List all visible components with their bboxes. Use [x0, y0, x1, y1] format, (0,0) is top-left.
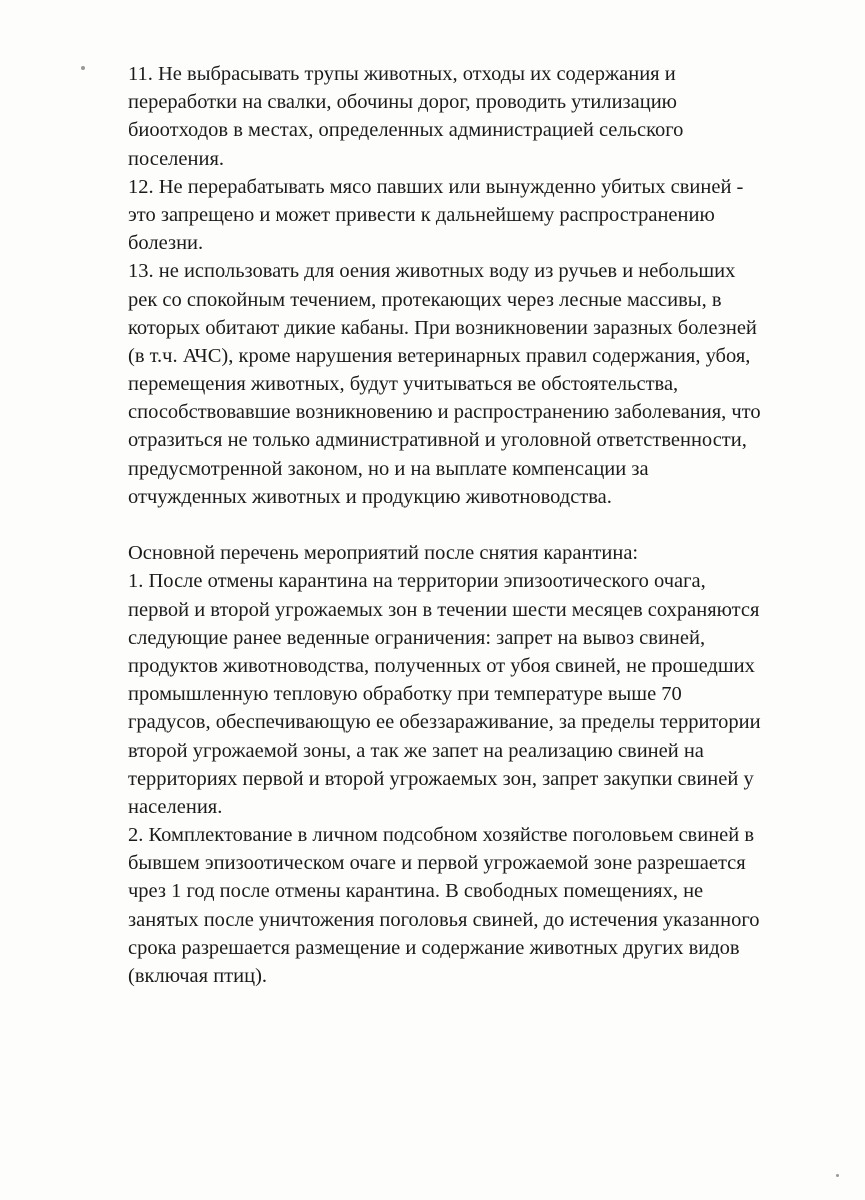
text-line: 13. не использовать для оения животных воду из ручьев и небольших [128, 260, 736, 283]
text-line: занятых после уничтожения поголовья свиней, до истечения указанного [128, 908, 760, 931]
text-line: второй угрожаемой зоны, а так же запет на реализацию свиней на [128, 739, 704, 762]
text-line: болезни. [128, 232, 204, 255]
text-line: бывшем эпизоотическом очаге и первой угрожаемой зоне разрешается [128, 852, 746, 875]
text-line: первой и второй угрожаемых зон в течении шести месяцев сохраняются [128, 598, 760, 621]
text-line: способствовавшие возникновению и распространению заболевания, что [128, 401, 761, 424]
paragraph-gap [128, 511, 788, 539]
text-line: 2. Комплектование в личном подсобном хозяйстве поголовьем свиней в [128, 824, 755, 847]
text-line: (включая птиц). [128, 965, 268, 987]
text-line: продуктов животноводства, полученных от убоя свиней, не прошедших [128, 654, 755, 677]
text-line: это запрещено и может привести к дальнейшему распространению [128, 203, 715, 226]
text-line: чрез 1 год после отмены карантина. В свободных помещениях, не [128, 880, 704, 903]
text-line: населения. [128, 795, 223, 818]
scan-speck [836, 1174, 839, 1177]
text-line: (в т.ч. АЧС), кроме нарушения ветеринарных правил содержания, убоя, [128, 344, 751, 367]
text-line: следующие ранее веденные ограничения: запрет на вывоз свиней, [128, 626, 706, 649]
text-line: перемещения животных, будут учитываться ве обстоятельства, [128, 373, 679, 396]
section-heading: Основной перечень мероприятий после снятия карантина: [128, 542, 639, 565]
text-line: промышленную тепловую обработку при температуре выше 70 [128, 683, 682, 706]
text-line: переработки на свалки, обочины дорог, проводить утилизацию [128, 91, 677, 114]
text-line: 12. Не перерабатывать мясо павших или вынужденно убитых свиней - [128, 175, 744, 198]
text-line: рек со спокойным течением, протекающих через лесные массивы, в [128, 288, 722, 311]
text-line: 11. Не выбрасывать трупы животных, отходы их содержания и [128, 63, 676, 85]
text-line: градусов, обеспечивающую ее обеззараживание, за пределы территории [128, 711, 761, 734]
text-line: отчужденных животных и продукцию животноводства. [128, 485, 612, 508]
text-line: биоотходов в местах, определенных администрацией сельского [128, 119, 684, 142]
scan-speck [81, 66, 85, 70]
text-line: 1. После отмены карантина на территории эпизоотического очага, [128, 570, 706, 593]
text-line: отразиться не только административной и уголовной ответственности, [128, 429, 747, 452]
document-body [128, 60, 788, 990]
text-line: поселения. [128, 147, 225, 170]
text-line: которых обитают дикие кабаны. При возникновении заразных болезней [128, 316, 757, 339]
text-line: предусмотренной законом, но и на выплате компенсации за [128, 457, 649, 480]
text-line: срока разрешается размещение и содержание животных других видов [128, 936, 740, 959]
text-line: территориях первой и второй угрожаемых зон, запрет закупки свиней у [128, 767, 754, 790]
